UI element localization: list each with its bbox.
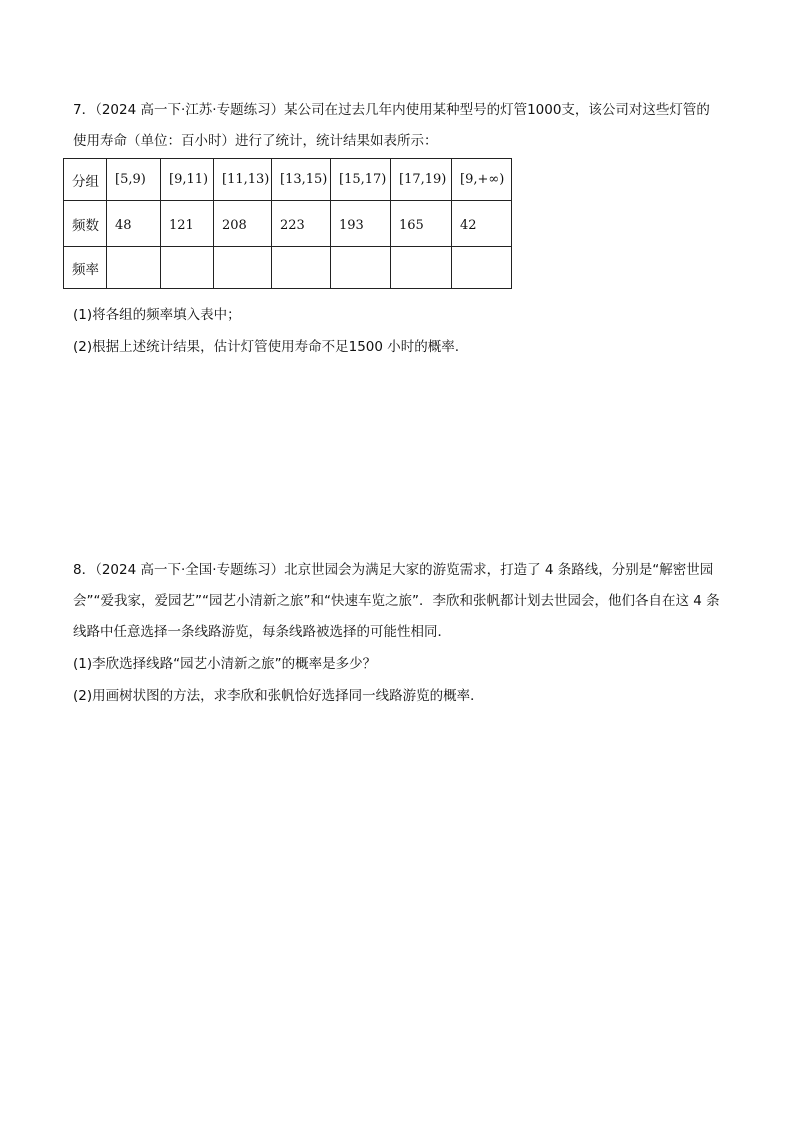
table-row-frequencies (64, 201, 512, 247)
frequency-cell: 193 (331, 201, 391, 247)
group-cell: [11,13) (214, 159, 272, 201)
group-cell: [9,+∞) (452, 159, 512, 201)
group-cell: [17,19) (391, 159, 452, 201)
group-cell: [15,17) (331, 159, 391, 201)
frequency-cell: 48 (107, 201, 161, 247)
q8-subquestion-2: (2)用画树状图的方法，求李欣和张帆恰好选择同一线路游览的概率． (73, 688, 484, 704)
q8-line-3: 线路中任意选择一条线路游览，每条线路被选择的可能性相同． (73, 624, 451, 640)
q7-line-1: 7．（2024 高一下·江苏·专题练习）某公司在过去几年内使用某种型号的灯管1000支，该公司对这些灯管的 (73, 102, 710, 118)
group-cell: [13,15) (272, 159, 331, 201)
frequency-cell: 208 (214, 201, 272, 247)
frequency-cell: 42 (452, 201, 512, 247)
rate-cell (331, 247, 391, 289)
q7-line-2: 使用寿命（单位：百小时）进行了统计，统计结果如表所示： (73, 133, 438, 149)
frequency-cell: 223 (272, 201, 331, 247)
rate-cell (391, 247, 452, 289)
group-cell: [9,11) (161, 159, 214, 201)
row-label-group: 分组 (64, 159, 107, 201)
row-label-frequency: 频数 (64, 201, 107, 247)
table-row-rates (64, 247, 512, 289)
group-cell: [5,9) (107, 159, 161, 201)
frequency-table (63, 158, 512, 289)
frequency-cell: 165 (391, 201, 452, 247)
rate-cell (214, 247, 272, 289)
rate-cell (452, 247, 512, 289)
rate-cell (161, 247, 214, 289)
table-row-groups (64, 159, 512, 201)
q8-line-2: 会”“爱我家，爱园艺”“园艺小清新之旅”和“快速车览之旅”．李欣和张帆都计划去世园会，他们各自在这 4 条 (73, 593, 720, 609)
frequency-cell: 121 (161, 201, 214, 247)
q7-subquestion-2: (2)根据上述统计结果，估计灯管使用寿命不足1500 小时的概率. (73, 339, 460, 355)
q8-subquestion-1: (1)李欣选择线路“园艺小清新之旅”的概率是多少？ (73, 656, 377, 672)
rate-cell (107, 247, 161, 289)
q7-subquestion-1: (1)将各组的频率填入表中； (73, 307, 241, 323)
rate-cell (272, 247, 331, 289)
row-label-rate: 频率 (64, 247, 107, 289)
q8-line-1: 8．（2024 高一下·全国·专题练习）北京世园会为满足大家的游览需求，打造了 4 条路线，分别是“解密世园 (73, 562, 714, 578)
